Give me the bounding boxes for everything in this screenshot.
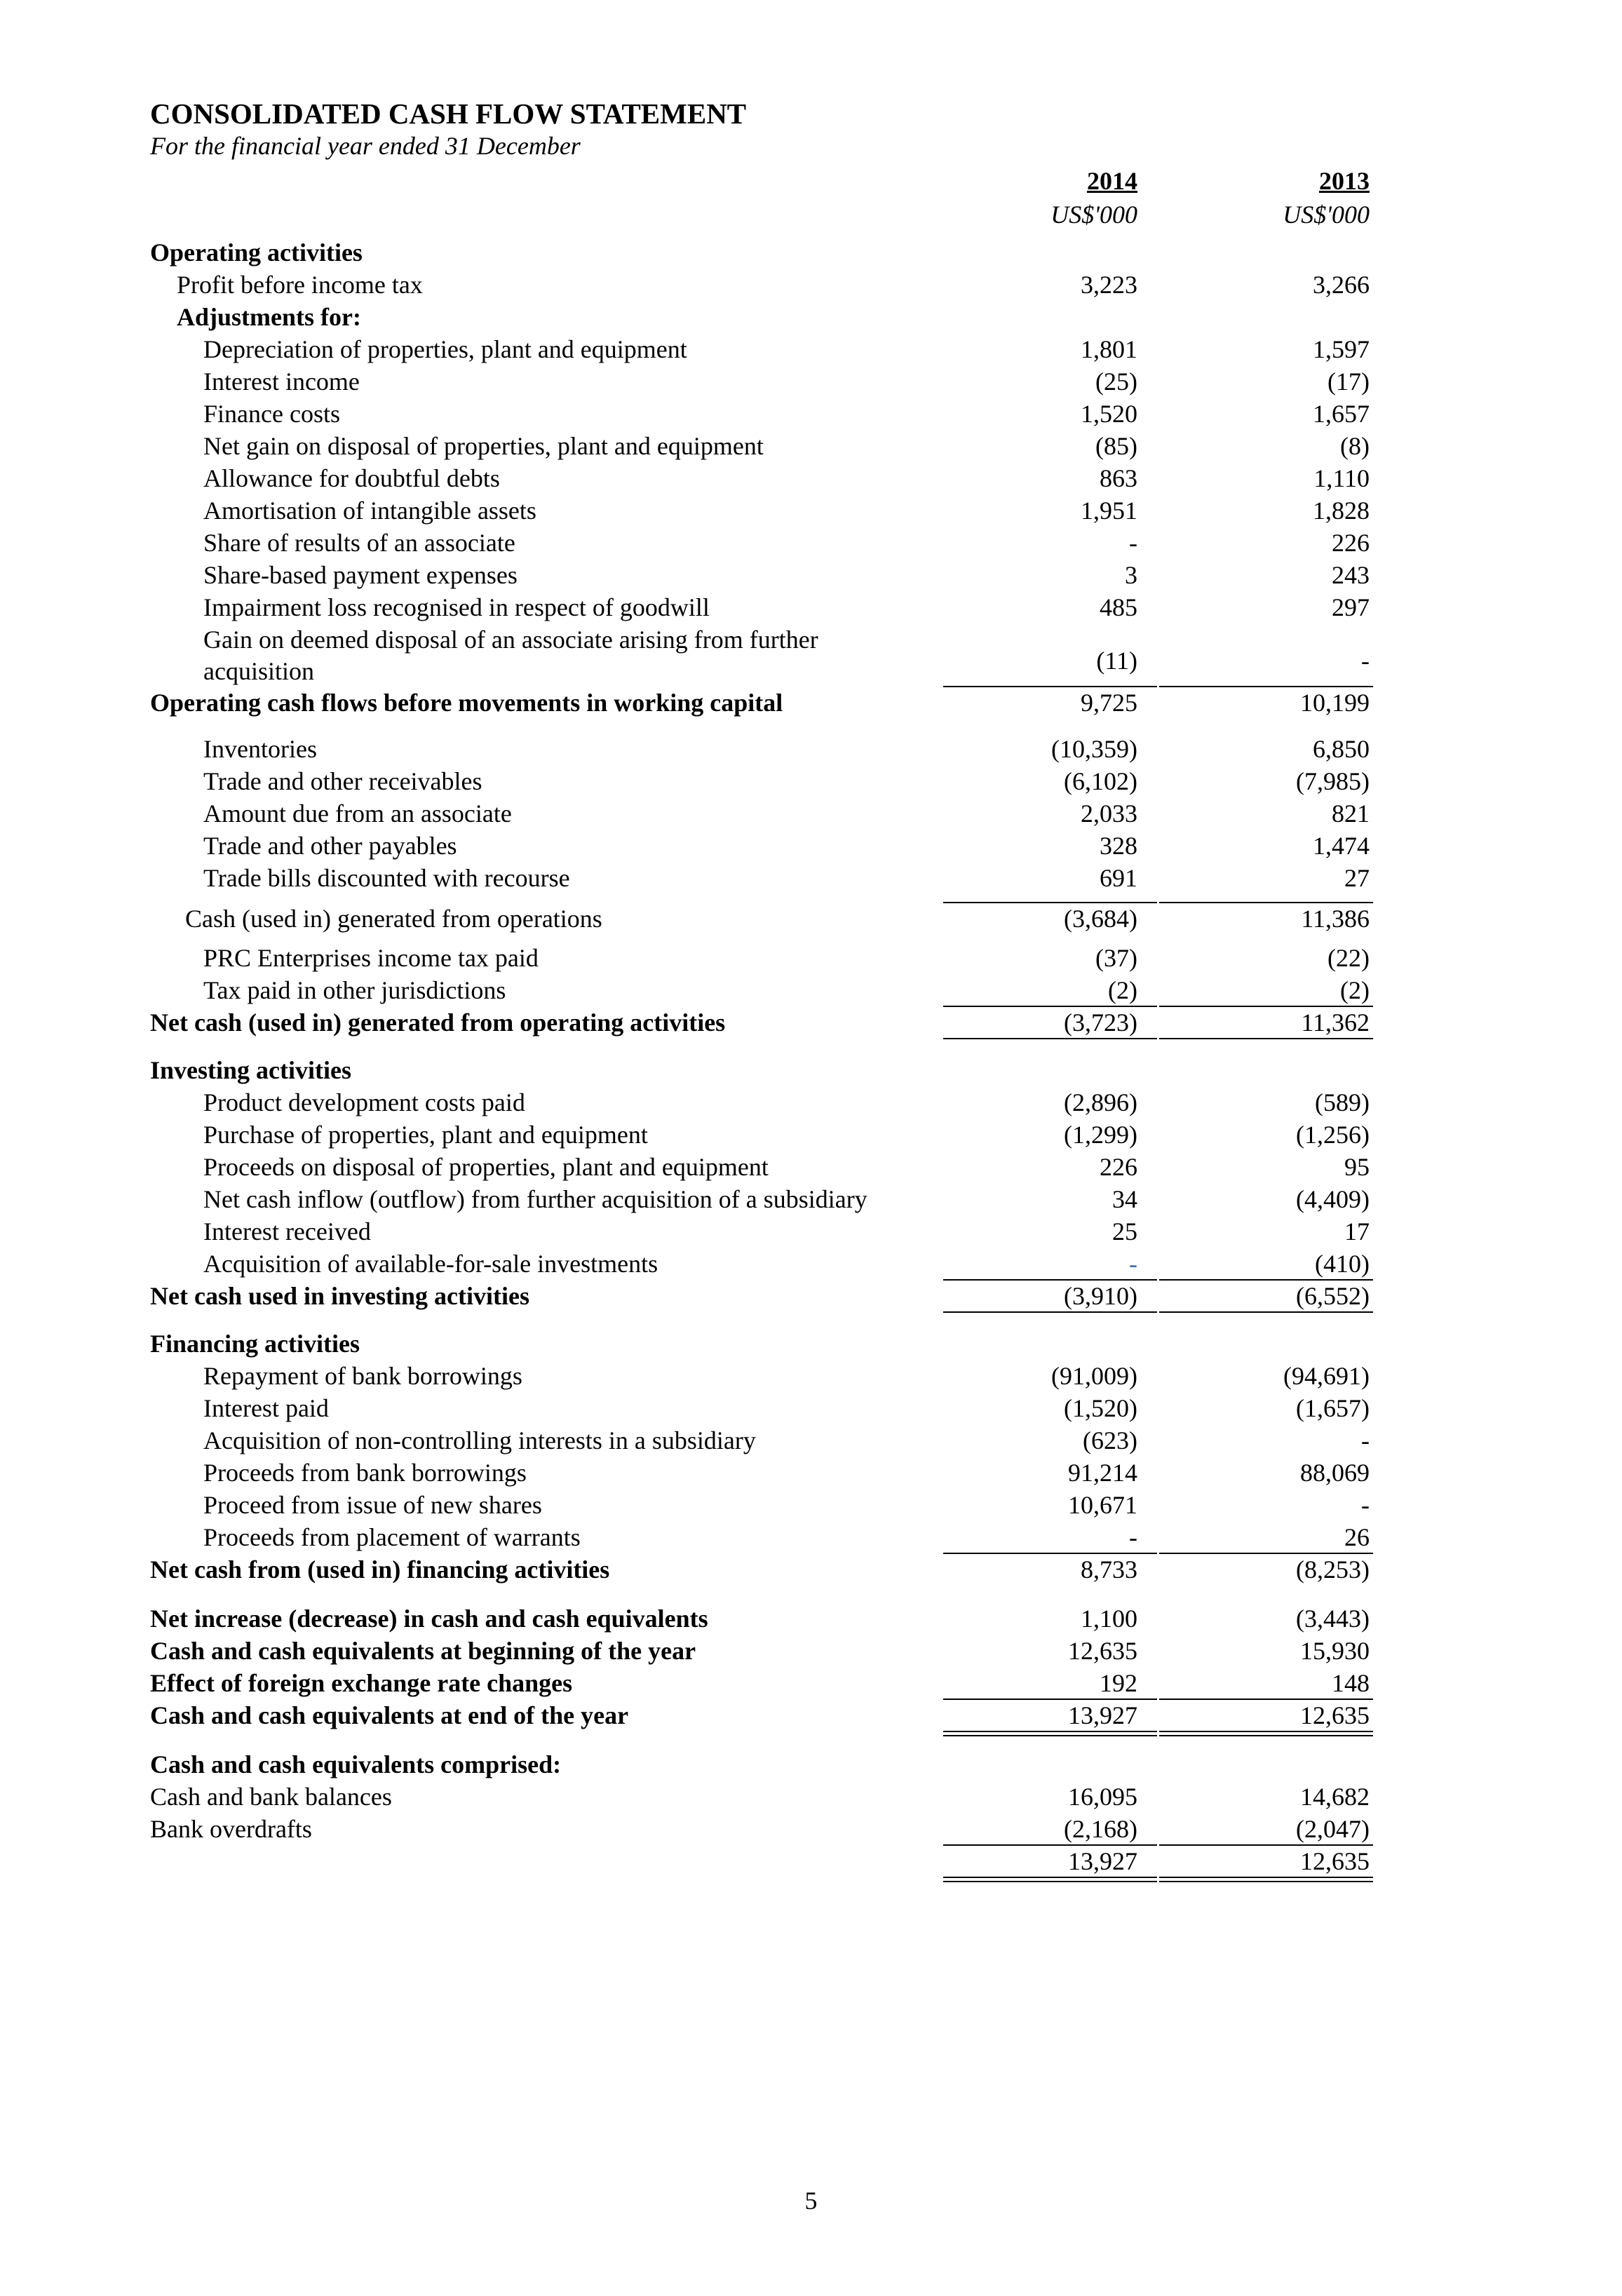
table-row	[0, 863, 1622, 893]
row-label: Bank overdrafts	[150, 1815, 312, 1843]
value-2013: 17	[1344, 1217, 1370, 1245]
table-row	[0, 1700, 1622, 1731]
row-label: Effect of foreign exchange rate changes	[150, 1669, 573, 1697]
table-row	[0, 766, 1622, 797]
value-2014: (2)	[1108, 976, 1137, 1004]
value-2013: 26	[1344, 1523, 1370, 1551]
value-2013: (589)	[1315, 1088, 1370, 1116]
value-2014: 485	[1100, 593, 1137, 621]
row-label: Amortisation of intangible assets	[203, 497, 536, 525]
table-row	[0, 1087, 1622, 1118]
row-label: Impairment loss recognised in respect of goodwill	[203, 593, 710, 621]
value-2013: 1,657	[1313, 400, 1370, 428]
value-2014: (2,896)	[1064, 1088, 1137, 1116]
row-label: Financing activities	[150, 1330, 360, 1358]
table-row	[0, 1393, 1622, 1424]
value-2013: (22)	[1327, 944, 1370, 972]
value-2014: 691	[1100, 864, 1137, 892]
rule-line	[943, 902, 1157, 903]
value-2013: -	[1361, 1426, 1370, 1454]
value-2013: 1,474	[1313, 832, 1370, 860]
value-2013: 1,597	[1313, 335, 1370, 363]
rule-line	[943, 1699, 1157, 1700]
value-2014: (3,684)	[1064, 905, 1137, 933]
table-row	[0, 1248, 1622, 1279]
row-label: Net cash (used in) generated from operating activities	[150, 1008, 726, 1036]
value-2013: 15,930	[1300, 1637, 1370, 1665]
row-label: Repayment of bank borrowings	[203, 1362, 522, 1390]
table-row	[0, 1457, 1622, 1488]
row-label: Net gain on disposal of properties, plant and equipment	[203, 432, 764, 460]
column-unit-2014: US$'000	[1050, 201, 1137, 229]
row-label: Inventories	[203, 735, 317, 763]
table-row	[0, 1184, 1622, 1215]
value-2014: 9,725	[1081, 689, 1137, 717]
value-2014: (11)	[1096, 647, 1137, 675]
value-2013: 297	[1332, 593, 1370, 621]
statement-title: CONSOLIDATED CASH FLOW STATEMENT	[150, 97, 747, 130]
rule-line	[943, 1731, 1157, 1732]
table-row	[0, 398, 1622, 429]
value-2014: -	[1129, 1523, 1137, 1551]
value-2013: 11,386	[1301, 905, 1370, 933]
value-2013: -	[1361, 647, 1370, 675]
row-label: Interest paid	[203, 1394, 329, 1422]
row-label: Adjustments for:	[177, 303, 361, 331]
rule-line	[1159, 1038, 1373, 1039]
value-2014: 91,214	[1068, 1459, 1137, 1487]
table-row	[0, 1603, 1622, 1634]
row-label: Finance costs	[203, 400, 340, 428]
row-label: Share-based payment expenses	[203, 561, 518, 589]
value-2013: 148	[1332, 1669, 1370, 1697]
table-row	[0, 734, 1622, 764]
value-2013: -	[1361, 1491, 1370, 1519]
row-label: Trade bills discounted with recourse	[203, 864, 570, 892]
row-label: Net cash inflow (outflow) from further acquisition of a subsidiary	[203, 1185, 867, 1213]
rule-line	[943, 1877, 1157, 1878]
row-label: Purchase of properties, plant and equipment	[203, 1121, 648, 1149]
table-row	[0, 1055, 1622, 1086]
rule-line	[943, 1279, 1157, 1281]
table-row	[0, 975, 1622, 1006]
table-row	[0, 1522, 1622, 1553]
value-2014: 10,671	[1068, 1491, 1137, 1519]
value-2014: (37)	[1095, 944, 1137, 972]
value-2013: (8,253)	[1296, 1555, 1370, 1583]
row-label: Proceeds from bank borrowings	[203, 1459, 527, 1487]
value-2013: (7,985)	[1296, 767, 1370, 795]
value-2014: 13,927	[1068, 1701, 1137, 1729]
statement-subtitle: For the financial year ended 31 December	[150, 132, 581, 160]
value-2013: 11,362	[1301, 1008, 1370, 1036]
rule-line	[1159, 902, 1373, 903]
value-2014: 3	[1125, 561, 1137, 589]
value-2013: (4,409)	[1296, 1185, 1370, 1213]
value-2013: (8)	[1340, 432, 1370, 460]
table-row	[0, 463, 1622, 494]
table-row	[0, 1281, 1622, 1311]
value-2014: 1,520	[1081, 400, 1137, 428]
value-2014: 1,100	[1081, 1605, 1137, 1633]
value-2013: 10,199	[1300, 689, 1370, 717]
row-label: Trade and other payables	[203, 832, 457, 860]
table-row	[0, 1846, 1622, 1877]
table-row	[0, 366, 1622, 397]
value-2013: 12,635	[1300, 1701, 1370, 1729]
rule-line	[943, 1553, 1157, 1554]
table-row	[0, 302, 1622, 332]
value-2013: 243	[1332, 561, 1370, 589]
value-2013: (410)	[1315, 1250, 1370, 1278]
table-row	[0, 1749, 1622, 1780]
rule-line	[943, 1038, 1157, 1039]
row-label: Tax paid in other jurisdictions	[203, 976, 506, 1004]
value-2013: (94,691)	[1283, 1362, 1370, 1390]
row-label: Net cash used in investing activities	[150, 1282, 530, 1310]
rule-line	[1159, 1006, 1373, 1007]
row-label: Acquisition of available-for-sale investments	[203, 1250, 658, 1278]
value-2014: -	[1129, 529, 1137, 557]
row-label: Proceeds on disposal of properties, plant and equipment	[203, 1153, 769, 1181]
value-2014: (85)	[1095, 432, 1137, 460]
table-row	[0, 1781, 1622, 1812]
value-2014: 34	[1112, 1185, 1137, 1213]
rule-line	[943, 1735, 1157, 1736]
value-2014: 2,033	[1081, 799, 1137, 828]
table-row	[0, 1328, 1622, 1359]
value-2013: (17)	[1327, 367, 1370, 396]
value-2014: (623)	[1083, 1426, 1137, 1454]
row-label: Net cash from (used in) financing activities	[150, 1555, 610, 1583]
value-2013: (2)	[1340, 976, 1370, 1004]
value-2013: 27	[1344, 864, 1370, 892]
column-header-2014: 2014	[1087, 167, 1137, 195]
value-2013: (6,552)	[1296, 1282, 1370, 1310]
value-2014: 3,223	[1081, 271, 1137, 299]
value-2013: (2,047)	[1296, 1815, 1370, 1843]
value-2014: (2,168)	[1064, 1815, 1137, 1843]
table-row	[0, 626, 1622, 685]
value-2013: 6,850	[1313, 735, 1370, 763]
value-2013: (1,657)	[1296, 1394, 1370, 1422]
value-2014: (10,359)	[1051, 735, 1137, 763]
value-2013: 14,682	[1300, 1783, 1370, 1811]
value-2014: 1,801	[1081, 335, 1137, 363]
value-2014: 328	[1100, 832, 1137, 860]
value-2014: (3,723)	[1064, 1008, 1137, 1036]
table-row	[0, 431, 1622, 461]
table-row	[0, 1360, 1622, 1391]
rule-line	[1159, 1735, 1373, 1736]
table-row	[0, 560, 1622, 590]
value-2014: 863	[1100, 464, 1137, 492]
row-label: Interest received	[203, 1217, 371, 1245]
column-unit-2013: US$'000	[1283, 201, 1370, 229]
table-row	[0, 334, 1622, 365]
value-2014: 13,927	[1068, 1847, 1137, 1875]
value-2014: (1,520)	[1064, 1394, 1137, 1422]
row-label: Profit before income tax	[177, 271, 423, 299]
table-row	[0, 1007, 1622, 1038]
row-label: PRC Enterprises income tax paid	[203, 944, 539, 972]
row-label: Cash (used in) generated from operations	[185, 905, 602, 933]
row-label: Gain on deemed disposal of an associate arising from further acquisition	[203, 626, 818, 685]
value-2014: 12,635	[1068, 1637, 1137, 1665]
rule-line	[1159, 1279, 1373, 1281]
value-2014: 8,733	[1081, 1555, 1137, 1583]
value-2013: (1,256)	[1296, 1121, 1370, 1149]
value-2013: 226	[1332, 529, 1370, 557]
value-2014: 25	[1112, 1217, 1137, 1245]
rule-line	[1159, 1553, 1373, 1554]
row-label: Cash and cash equivalents at end of the year	[150, 1701, 629, 1729]
rule-line	[1159, 1699, 1373, 1700]
value-2013: 1,110	[1313, 464, 1370, 492]
row-label: Proceed from issue of new shares	[203, 1491, 542, 1519]
row-label: Amount due from an associate	[203, 799, 512, 828]
value-2014: 16,095	[1068, 1783, 1137, 1811]
value-2013: 12,635	[1300, 1847, 1370, 1875]
value-2014: (3,910)	[1064, 1282, 1137, 1310]
page-number: 5	[804, 2187, 818, 2215]
row-label: Cash and cash equivalents at beginning of the year	[150, 1637, 696, 1665]
table-row	[0, 830, 1622, 861]
table-row	[0, 527, 1622, 558]
table-row	[0, 1216, 1622, 1247]
value-2014: (1,299)	[1064, 1121, 1137, 1149]
row-label: Net increase (decrease) in cash and cash equivalents	[150, 1605, 708, 1633]
rule-line	[943, 1881, 1157, 1882]
row-label: Cash and bank balances	[150, 1783, 392, 1811]
table-row	[0, 1152, 1622, 1182]
table-row	[0, 495, 1622, 526]
value-2014: 226	[1100, 1153, 1137, 1181]
value-2014: 1,951	[1081, 497, 1137, 525]
row-label: Allowance for doubtful debts	[203, 464, 500, 492]
rule-line	[1159, 1877, 1373, 1878]
value-2014: (25)	[1095, 367, 1137, 396]
table-row	[0, 1668, 1622, 1699]
row-label: Operating cash flows before movements in working capital	[150, 689, 783, 717]
row-label: Cash and cash equivalents comprised:	[150, 1750, 562, 1778]
row-label: Share of results of an associate	[203, 529, 515, 557]
value-2014: (6,102)	[1064, 767, 1137, 795]
table-row	[0, 903, 1622, 934]
value-2014: 192	[1100, 1669, 1137, 1697]
value-2013: 88,069	[1300, 1459, 1370, 1487]
row-label: Depreciation of properties, plant and equipment	[203, 335, 687, 363]
table-row	[0, 1119, 1622, 1150]
rule-line	[943, 686, 1157, 687]
table-row	[0, 1814, 1622, 1844]
table-row	[0, 269, 1622, 300]
row-label: Acquisition of non-controlling interests in a subsidiary	[203, 1426, 756, 1454]
value-2014: -	[1129, 1250, 1137, 1278]
table-row	[0, 592, 1622, 623]
rule-line	[943, 1311, 1157, 1313]
row-label: Interest income	[203, 367, 360, 396]
value-2013: 3,266	[1313, 271, 1370, 299]
row-label: Investing activities	[150, 1056, 351, 1084]
rule-line	[1159, 1881, 1373, 1882]
row-label: Product development costs paid	[203, 1088, 525, 1116]
table-row	[0, 237, 1622, 268]
value-2013: 1,828	[1313, 497, 1370, 525]
column-header-2013: 2013	[1319, 167, 1370, 195]
rule-line	[943, 1844, 1157, 1846]
rule-line	[943, 1006, 1157, 1007]
table-row	[0, 1490, 1622, 1520]
rule-line	[1159, 1844, 1373, 1846]
rule-line	[1159, 1731, 1373, 1732]
table-row	[0, 943, 1622, 973]
value-2013: (3,443)	[1296, 1605, 1370, 1633]
table-row	[0, 687, 1622, 718]
table-row	[0, 1635, 1622, 1666]
table-row	[0, 798, 1622, 829]
table-row	[0, 1554, 1622, 1585]
table-row	[0, 1425, 1622, 1456]
rule-line	[1159, 686, 1373, 687]
row-label: Trade and other receivables	[203, 767, 482, 795]
value-2013: 821	[1332, 799, 1370, 828]
value-2014: (91,009)	[1051, 1362, 1137, 1390]
value-2013: 95	[1344, 1153, 1370, 1181]
row-label: Operating activities	[150, 238, 363, 266]
row-label: Proceeds from placement of warrants	[203, 1523, 581, 1551]
rule-line	[1159, 1311, 1373, 1313]
